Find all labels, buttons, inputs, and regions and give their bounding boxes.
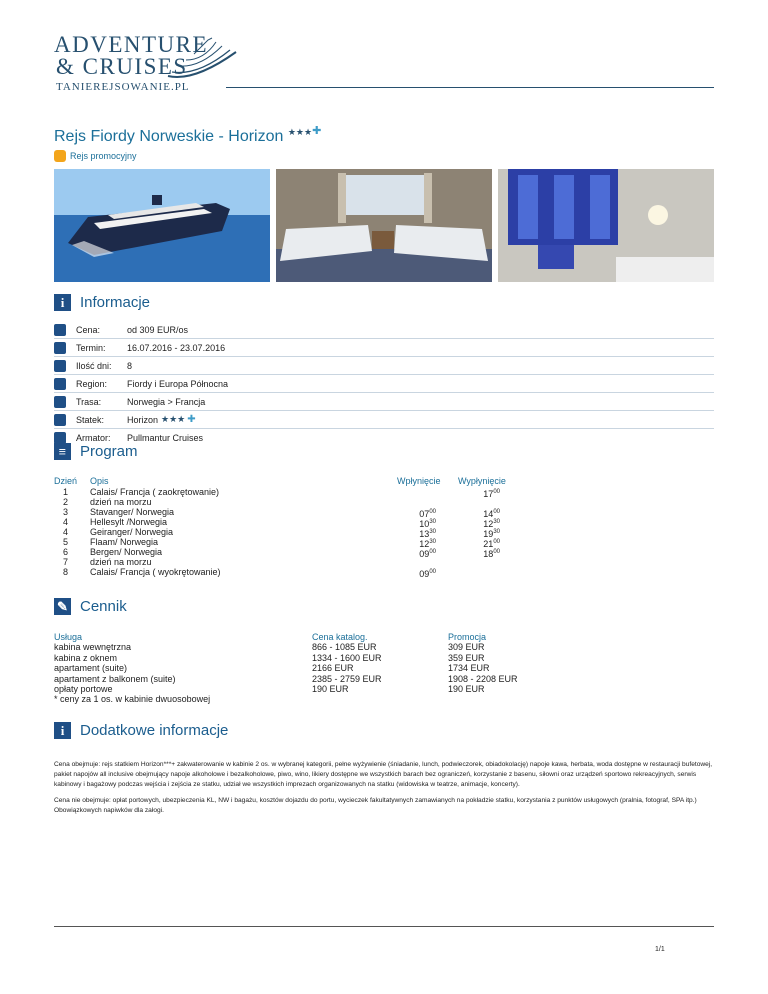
promo-badge	[54, 150, 137, 162]
program-row: 4 Geiranger/ Norwegia $13^{30}$ $19^{30}$	[62, 527, 500, 539]
program-header-out: Wypłynięcie	[458, 476, 506, 486]
pricing-catalog: 866 - 1085 EUR	[312, 642, 377, 653]
info-icon: i	[54, 722, 71, 739]
calendar-icon	[54, 342, 66, 354]
logo	[54, 24, 224, 98]
pricing-promo: 190 EUR	[448, 684, 485, 695]
pricing-catalog-column	[312, 632, 382, 694]
info-section-title: Informacje	[80, 294, 151, 311]
pricing-header-catalog: Cena katalog.	[312, 632, 368, 642]
globe-icon	[54, 378, 66, 390]
extra-section-header	[54, 722, 228, 739]
info-value: 8	[127, 360, 133, 371]
info-section-header	[54, 294, 150, 311]
program-section-header	[54, 443, 138, 460]
pricing-header-service: Usługa	[54, 632, 83, 642]
ship-rating-stars: ★★★	[287, 127, 313, 137]
program-row: 8 Calais/ Francja ( wyokrętowanie) $09^{00}$	[62, 567, 436, 579]
program-row: 3 Stavanger/ Norwegia $07^{00}$ $14^{00}$	[62, 507, 500, 519]
pricing-promo: 359 EUR	[448, 652, 485, 663]
info-row-price	[54, 321, 714, 339]
info-label: Region:	[76, 378, 108, 389]
included-text: Cena obejmuje: rejs statkiem Horizon***+ zakwaterowanie w kabinie 2 os. w wybranej kategorii, pełne wyżywienie (śniadanie, lunch, podwieczorek, obiadokolację) napoje kawa, herbata, woda dostępne w restauracji bufetowej, pakiet napojów all inclusive obejmujący napoje alkoholowe i bezalkoholowe, piwo, wino, likiery dostępne we wszystkich barach bez ograniczeń, korzystanie z basenu, siłowni oraz urządzeń sportowo rekreacyjnych, serwis kabinowy i bagażowy podczas wejścia i zejścia ze statku, udział we wszystkich imprezach organizowanych na statku (widowiska w teatrze, animacje, koncerty).	[54, 761, 713, 788]
page-number: 1/1	[655, 946, 665, 953]
program-row: 6 Bergen/ Norwegia $09^{00}$ $18^{00}$	[62, 547, 500, 559]
program-header-day: Dzień	[54, 476, 78, 486]
program-header-desc: Opis	[90, 476, 109, 486]
ship-plus: ✚	[187, 414, 196, 425]
pricing-service: kabina wewnętrzna	[54, 642, 132, 653]
program-row: 1 Calais/ Francja ( zaokrętowanie) $17^{00}$	[62, 487, 500, 499]
pricing-promo-column	[448, 632, 518, 694]
info-value: Pullmantur Cruises	[127, 433, 204, 443]
info-label: Cena:	[76, 324, 101, 335]
info-row-route	[54, 393, 714, 411]
tag-icon: ✎	[54, 598, 71, 615]
pricing-catalog: 1334 - 1600 EUR	[312, 652, 382, 663]
logo-line2: & CRUISES	[56, 54, 188, 79]
pricing-promo: 309 EUR	[448, 642, 485, 653]
ship-stars: ★★★	[161, 414, 186, 424]
info-row-ship	[54, 411, 714, 429]
extra-section-title: Dodatkowe informacje	[80, 722, 229, 739]
suite-photo	[498, 169, 714, 282]
info-value: Norwegia > Francja	[127, 396, 206, 407]
days-icon	[54, 360, 66, 372]
ship-logo-icon	[164, 32, 240, 88]
info-value: Fiordy i Europa Północna	[127, 378, 229, 389]
route-icon	[54, 396, 66, 408]
footer-divider	[54, 926, 714, 927]
excluded-text: Cena nie obejmuje: opłat portowych, ubezpieczenia KL, NW i bagażu, kosztów dojazdu do portu, wycieczek fakultatywnych zamawianych na pokładzie statku, korzystania z punktów usługowych (pralnia, fotograf, SPA itp.) Obowiązkowych napiwków dla załogi.	[54, 797, 697, 814]
ship-icon	[54, 414, 66, 426]
promo-icon	[54, 150, 66, 162]
info-value: 16.07.2016 - 23.07.2016	[127, 342, 226, 353]
pricing-catalog: 2385 - 2759 EUR	[312, 673, 382, 684]
info-row-owner	[54, 429, 714, 447]
pricing-header-promo: Promocja	[448, 632, 487, 642]
ship-photo	[54, 169, 270, 282]
pricing-service: kabina z oknem	[54, 652, 118, 663]
program-row: 5 Flaam/ Norwegia $12^{30}$ $21^{00}$	[62, 537, 500, 549]
pricing-promo: 1908 - 2208 EUR	[448, 673, 518, 684]
pricing-promo: 1734 EUR	[448, 663, 490, 674]
program-row: 4 Hellesylt /Norwegia $10^{30}$ $12^{30}$	[62, 517, 500, 529]
pricing-note: * ceny za 1 os. w kabinie dwuosobowej	[54, 694, 211, 705]
info-value: od 309 EUR/os	[127, 324, 189, 335]
info-label: Armator:	[76, 433, 111, 443]
info-label: Termin:	[76, 342, 106, 353]
list-icon: ≡	[54, 443, 71, 460]
promo-label: Rejs promocyjny	[70, 151, 137, 161]
cruise-title: Rejs Fiordy Norweskie - Horizon	[54, 128, 284, 145]
info-value: Horizon	[127, 414, 159, 425]
page-title	[54, 124, 321, 146]
program-row: 2 dzień na morzu	[62, 497, 152, 507]
info-icon: i	[54, 294, 71, 311]
pricing-service: apartament (suite)	[54, 663, 128, 674]
info-row-days	[54, 357, 714, 375]
info-row-region	[54, 375, 714, 393]
program-header-in: Wpłynięcie	[397, 476, 441, 486]
logo-line1: ADVENTURE	[54, 32, 209, 57]
info-row-date	[54, 339, 714, 357]
info-label: Ilość dni:	[76, 360, 112, 371]
pricing-service-column	[54, 632, 210, 705]
pricing-section-title: Cennik	[80, 598, 127, 615]
info-label: Trasa:	[76, 396, 102, 407]
pricing-service: apartament z balkonem (suite)	[54, 673, 176, 684]
logo-subtitle: TANIEREJSOWANIE.PL	[56, 81, 190, 93]
program-section-title: Program	[80, 443, 138, 460]
cabin-photo	[276, 169, 492, 282]
pricing-section-header	[54, 598, 127, 615]
header-divider	[226, 87, 714, 88]
price-icon	[54, 324, 66, 336]
ship-rating-plus: ✚	[312, 125, 322, 137]
program-row: 7 dzień na morzu	[62, 557, 152, 567]
pricing-service: opłaty portowe	[54, 684, 113, 695]
pricing-catalog: 190 EUR	[312, 684, 349, 695]
info-label: Statek:	[76, 414, 105, 425]
pricing-catalog: 2166 EUR	[312, 663, 354, 674]
